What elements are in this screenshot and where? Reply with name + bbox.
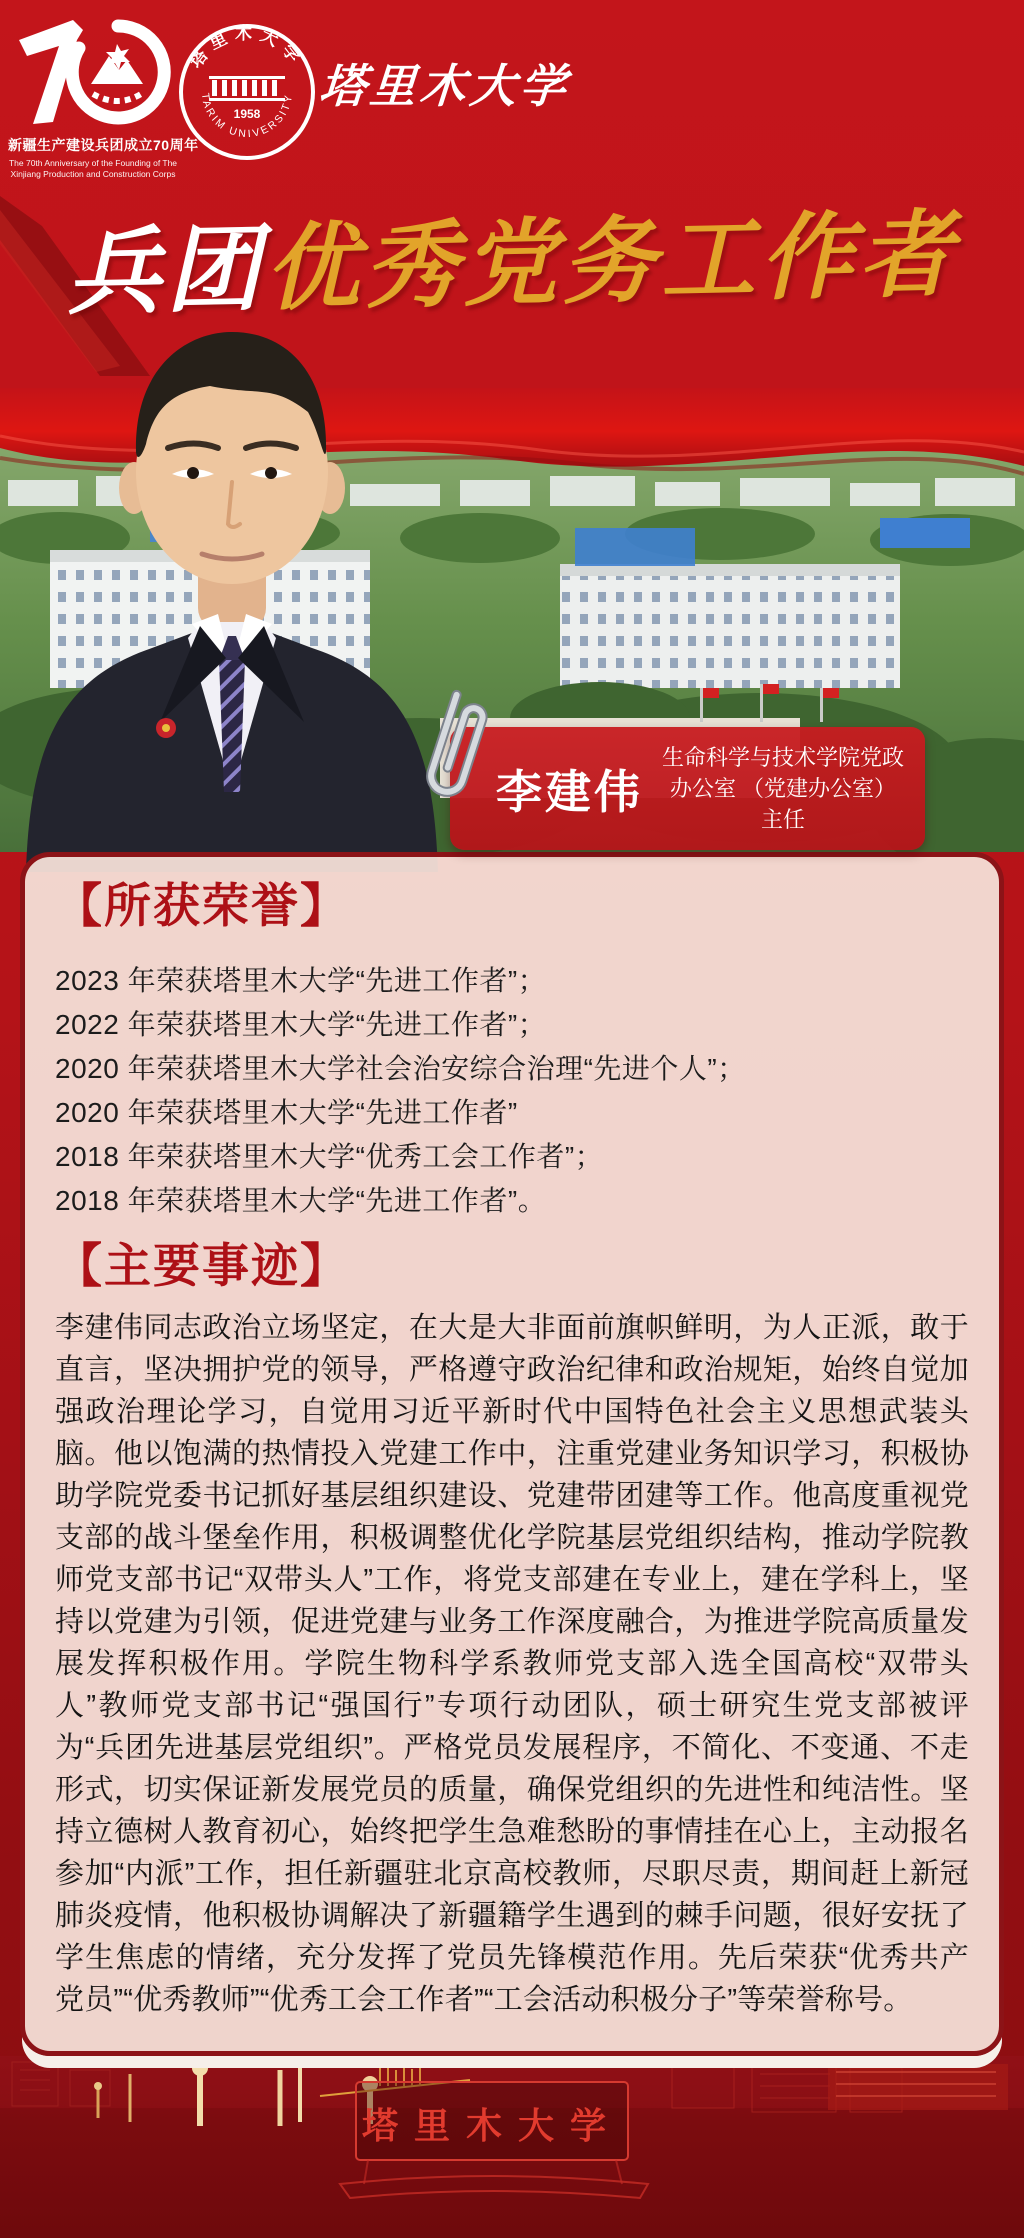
honors-list	[55, 959, 969, 1223]
seal-arc-top: 塔里木大学	[186, 24, 308, 72]
deeds-section-heading: 【主要事迹】	[55, 1239, 349, 1292]
anniversary-title-cn: 新疆生产建设兵团成立70周年	[8, 137, 199, 153]
honor-item: 2020 年荣获塔里木大学社会治安综合治理“先进个人”；	[55, 1053, 746, 1084]
poster-title-prefix: 兵团	[65, 216, 266, 326]
poster-title	[0, 177, 1024, 333]
seal-arc-bottom: TARIM UNIVERSITY	[198, 92, 296, 141]
anniversary-badge	[8, 10, 199, 180]
portrait-photo	[20, 292, 444, 872]
profile-affiliation: 生命科学与技术学院党政办公室 （党建办公室） 主任	[661, 745, 904, 832]
honors-section-heading: 【所获荣誉】	[55, 879, 349, 932]
honor-item: 2018 年荣获塔里木大学“先进工作者”。	[55, 1185, 547, 1216]
honor-item: 2022 年荣获塔里木大学“先进工作者”；	[55, 1009, 547, 1040]
honor-item: 2020 年荣获塔里木大学“先进工作者”	[55, 1097, 518, 1128]
honor-item: 2023 年荣获塔里木大学“先进工作者”；	[55, 965, 547, 996]
seal-building-icon	[209, 76, 285, 101]
content-panel	[20, 852, 1004, 2056]
paperclip-icon	[412, 680, 492, 816]
university-seal-icon	[176, 20, 318, 164]
campus-gate-photo	[0, 2056, 1024, 2238]
svg-text:塔里木大学	[185, 23, 308, 72]
profile-name: 李建伟	[496, 765, 643, 818]
university-name-calligraphy: 塔里木大学	[317, 60, 572, 112]
poster-title-highlight: 优秀党务工作者	[263, 201, 959, 322]
anniversary-70-icon	[13, 10, 173, 128]
seal-year: 1958	[233, 107, 261, 121]
profile-name-tag	[450, 727, 925, 850]
deeds-body-text: 李建伟同志政治立场坚定，在大是大非面前旗帜鲜明，为人正派，敢于直言，坚决拥护党的领导，严格遵守政治纪律和政治规矩，始终自觉加强政治理论学习，自觉用习近平新时代中国特色社会主义思想武装头脑。他以饱满的热情投入党建工作中，注重党建业务知识学习，积极协助学院党委书记抓好基层组织建设、党建带团建等工作。他高度重视党支部的战斗堡垒作用，积极调整优化学院基层党组织结构，推动学院教师党支部书记“双带头人”工作，将党支部建在专业上，建在学科上，坚持以党建为引领，促进党建与业务工作深度融合，为推进学院高质量发展发挥积极作用。学院生物科学系教师党支部入选全国高校“双带头人”教师党支部书记“强国行”专项行动团队，硕士研究生党支部被评为“兵团先进基层党组织”。严格党员发展程序，不简化、不变通、不走形式，切实保证新发展党员的质量，确保党组织的先进性和纯洁性。坚持立德树人教育初心，始终把学生急难愁盼的事情挂在心上，主动报名参加“内派”工作，担任新疆驻北京高校教师，尽职尽责，期间赶上新冠肺炎疫情，他积极协调解决了新疆籍学生遇到的棘手问题，很好安抚了学生焦虑的情绪，充分发挥了党员先锋模范作用。先后荣获“优秀共产党员”“优秀教师”“优秀工会工作者”“工会活动积极分子”等荣誉称号。	[55, 1312, 969, 2016]
honor-item: 2018 年荣获塔里木大学“优秀工会工作者”；	[55, 1141, 604, 1172]
anniversary-en-line2: Xinjiang Production and Construction Corps	[10, 169, 176, 179]
anniversary-subtitle-en	[8, 158, 178, 180]
gate-sign-text: 塔里木大学	[361, 2105, 623, 2146]
anniversary-en-line1: The 70th Anniversary of the Founding of The	[8, 158, 178, 168]
